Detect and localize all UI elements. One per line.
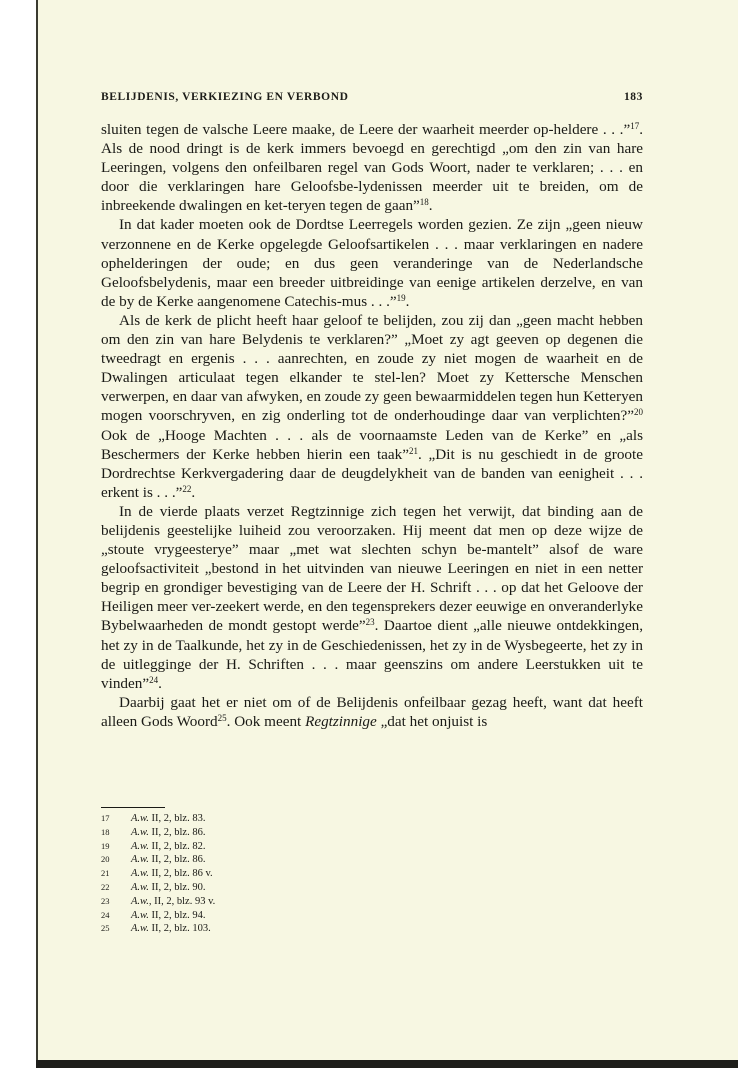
footnote-number: 24 <box>101 909 110 920</box>
text-run: sluiten tegen de valsche Leere maake, de Leere der waarheit meerder op-heldere . . .” <box>101 121 631 138</box>
text-run: . <box>158 674 162 692</box>
footnote-ref-17: 17 <box>630 121 640 131</box>
text-run: . Als de nood dringt is de kerk immers bevoegd en gerechtigd „om den zin van hare Leeringen, volgens den onfeilbaren regel van Gods Woort, nader te verklaren; . . . en door die verklaringen hare Geloofsbe-lydenissen meerder uit te breiden, om de inbreekende dwalingen en ket-teryen tegen de gaan” <box>101 121 643 215</box>
text-run: „dat het onjuist is <box>376 712 488 730</box>
footnote-number: 17 <box>101 813 110 823</box>
footnote-ref-18: 18 <box>419 197 429 208</box>
text-run: . <box>191 483 196 501</box>
footnote-ref: A.w. <box>131 923 149 935</box>
footnote-number: 23 <box>101 895 110 906</box>
footnote-text: II, 2, blz. 83. <box>148 813 206 824</box>
footnote-ref: A.w. <box>131 826 149 838</box>
footnote-ref-19: 19 <box>396 292 406 303</box>
running-head <box>101 91 643 103</box>
footnote-text: II, 2, blz. 86. <box>148 826 206 838</box>
footnote <box>101 895 401 909</box>
text-run: . „Dit is nu geschiedt in de groote Dordrechtse Kerkvergadering daar de deugdelykheit van de banden van eenigheit . . . erkent is . . .” <box>101 445 643 501</box>
paragraph-5 <box>101 693 643 731</box>
text-run: Daarbij gaat het er niet om of de Belijdenis onfeilbaar gezag heeft, want dat heeft alleen Gods Woord <box>101 693 643 730</box>
paragraph-1 <box>101 120 643 215</box>
footnote-number: 18 <box>101 826 110 837</box>
footnote-number: 21 <box>101 868 110 879</box>
page-number: 183 <box>623 91 643 103</box>
footnote-ref: A.w., <box>131 895 152 907</box>
text-run: In dat kader moeten ook de Dordtse Leerregels worden gezien. Ze zijn „geen nieuw verzonnene en de Kerke opgelegde Geloofsartikelen . . . maar verklaringen en nadere ophelderingen der oude; en dus geen veranderinge van de Nederlandsche Geloofsbelydenis, maar een breeder uitbreidinge van eenige artikelen derzelve, en van de by de Kerke aangenomene Catechis-mus . . .” <box>101 216 643 310</box>
text-run: . Ook meent <box>226 712 306 730</box>
footnote-ref-24: 24 <box>149 674 159 685</box>
footnote-ref: A.w. <box>131 868 149 880</box>
emphasized-name: Regtzinnige <box>305 712 377 730</box>
footnote <box>101 909 401 923</box>
footnote-number: 25 <box>101 923 110 934</box>
footnote-number: 22 <box>101 881 110 892</box>
footnote-ref-20: 20 <box>634 407 643 418</box>
footnote <box>101 840 401 854</box>
footnote-ref-25: 25 <box>217 712 227 723</box>
text-run: . <box>428 197 433 215</box>
footnote-ref: A.w. <box>131 854 149 866</box>
footnotes <box>101 812 401 936</box>
footnote-ref-23: 23 <box>365 617 375 628</box>
footnote <box>101 922 401 936</box>
footnote-number: 19 <box>101 840 110 851</box>
footnote <box>101 826 401 840</box>
footnote <box>101 867 401 881</box>
footnote-text: II, 2, blz. 94. <box>148 909 206 921</box>
footnote-ref: A.w. <box>131 909 149 921</box>
footnote-text: II, 2, blz. 103. <box>148 923 211 935</box>
footnote-text: II, 2, blz. 86 v. <box>148 868 213 880</box>
footnote-text: II, 2, blz. 86. <box>148 854 206 866</box>
footnote-text: II, 2, blz. 82. <box>148 840 206 852</box>
text-run: In de vierde plaats verzet Regtzinnige zich tegen het verwijt, dat binding aan de belijdenis geestelijke luiheid zou veroorzaken. Hij meent dat men op deze wijze de „stoute vrygeesterye” maar „met wat slechten schyn be-mantelt” alsof de ware geloofsactiviteit „bestond in het uitvinden van nieuwe Leeringen en niet in een netter begrip en grondiger bevestiging van de Leere der H. Schrift . . . op dat het Geloove der Heiligen meer ver-zeekert werde, en den tegensprekers dezer eeuwige en onveranderlyke Bybelwaarheden de mondt gestopt werde” <box>101 502 643 635</box>
text-run: Ook de „Hooge Machten . . . als de voornaamste Leden van de Kerke” en „als Beschermers der Kerke hebben hierin een taak” <box>101 426 643 463</box>
paragraph-2 <box>101 215 643 310</box>
footnote-text: II, 2, blz. 93 v. <box>151 895 216 907</box>
footnote-ref: A.w. <box>131 881 149 893</box>
scan-background <box>0 0 36 1068</box>
body-text <box>101 120 643 731</box>
footnote-ref: A.w. <box>131 840 149 852</box>
text-run: . Daartoe dient „alle nieuwe ontdekkingen, het zy in de Taalkunde, het zy in de Geschiedenissen, het zy in de Wysbegeerte, het zy in de uitlegginge der H. Schriften . . . maar geenszins om andere Leerstukken uit te vinden” <box>101 617 643 692</box>
footnote <box>101 881 401 895</box>
text-run: . <box>405 292 410 310</box>
footnote-ref-21: 21 <box>408 445 418 456</box>
paragraph-3 <box>101 311 643 502</box>
footnote <box>101 853 401 867</box>
footnote-number: 20 <box>101 854 110 865</box>
footnote <box>101 812 401 826</box>
text-run: Als de kerk de plicht heeft haar geloof te belijden, zou zij dan „geen macht hebben om den zin van hare Belydenis te verklaren?” „Moet zy agt geeven op degenen die tweedragt en ergenis . . . aanrechten, en zoude zy niet mogen de waarheit en de Dwalingen articulaat tegen elkander te stel-len? Moet zy Kettersche Menschen verwerpen, en daar van afwyken, en zoude zy geen bewaarmiddelen tegen hun Ketteryen mogen voorschryven, en zig onderling tot de onderhoudinge daar van verplichten?” <box>101 311 643 425</box>
footnote-ref: A.w. <box>131 813 149 824</box>
footnote-divider <box>101 807 165 808</box>
paragraph-4 <box>101 502 643 693</box>
page-bottom-edge <box>36 1060 738 1068</box>
running-head-title: BELIJDENIS, VERKIEZING EN VERBOND <box>101 91 349 103</box>
footnote-text: II, 2, blz. 90. <box>148 881 206 893</box>
footnote-ref-22: 22 <box>182 483 192 494</box>
